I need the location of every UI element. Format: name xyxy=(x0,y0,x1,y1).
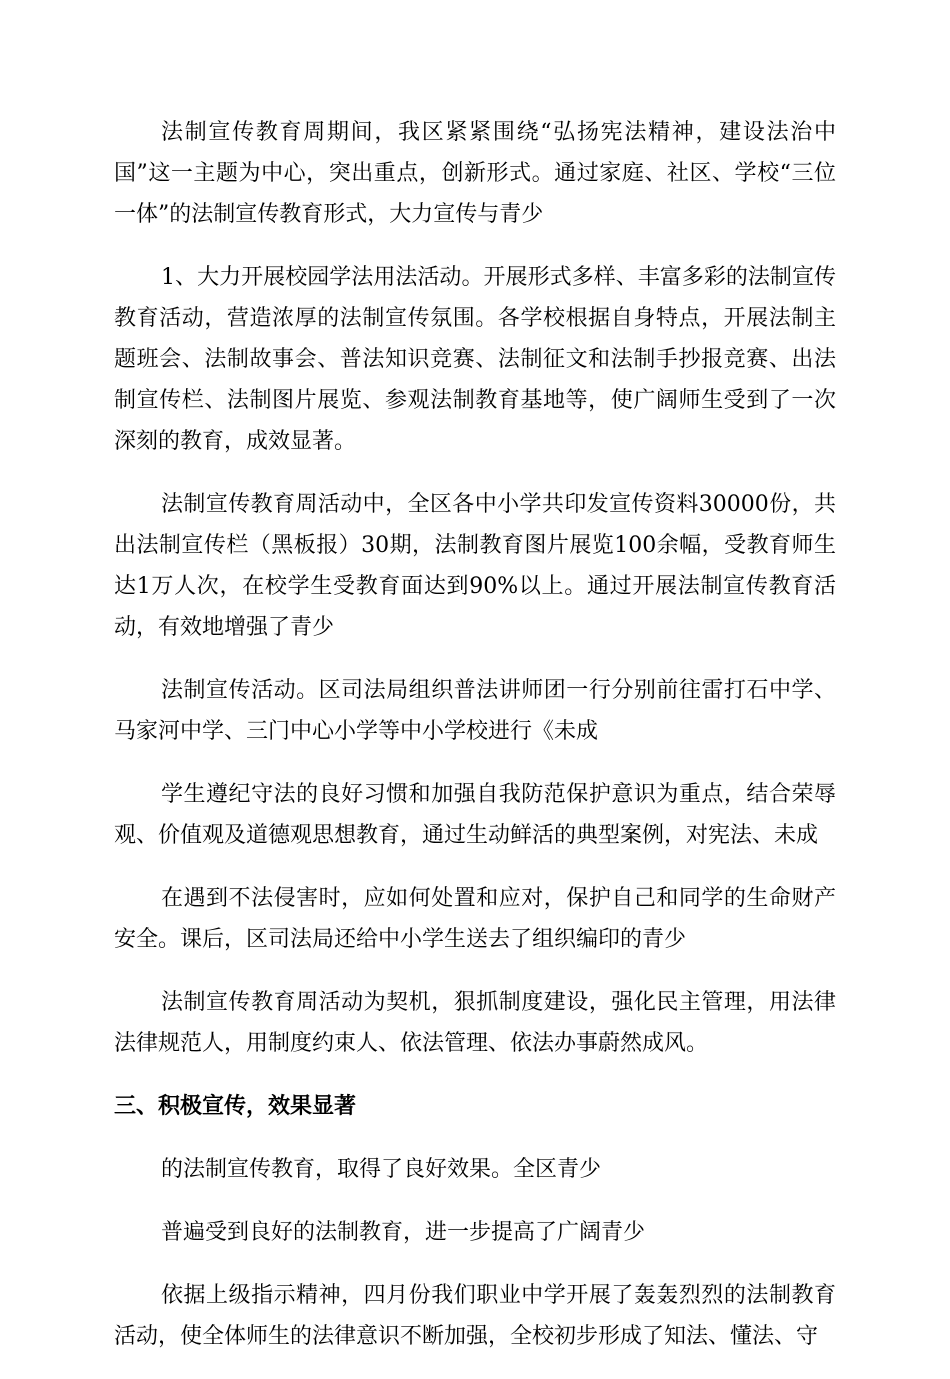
paragraph-vocational-school: 依据上级指示精神，四月份我们职业中学开展了轰轰烈烈的法制教育活动，使全体师生的法律意识不断加强，全校初步形成了知法、懂法、守 xyxy=(114,1283,836,1349)
paragraph-safety: 在遇到不法侵害时，应如何处置和应对，保护自己和同学的生命财产安全。课后，区司法局还给中小学生送去了组织编印的青少 xyxy=(114,886,836,952)
paragraph-lecture-tour: 法制宣传活动。区司法局组织普法讲师团一行分别前往雷打石中学、马家河中学、三门中心小学等中小学校进行《未成 xyxy=(114,678,836,744)
document-body xyxy=(114,112,836,1379)
paragraph-education: 普遍受到良好的法制教育，进一步提高了广阔青少 xyxy=(161,1220,646,1245)
paragraph-campus-activities: 1、大力开展校园学法用法活动。开展形式多样、丰富多彩的法制宣传教育活动，营造浓厚的法制宣传氛围。各学校根据自身特点，开展法制主题班会、法制故事会、普法知识竞赛、法制征文和法制手抄报竞赛、出法制宣传栏、法制图片展览、参观法制教育基地等，使广阔师生受到了一次深刻的教育，成效显著。 xyxy=(114,265,836,454)
paragraph-statistics: 法制宣传教育周活动中，全区各中小学共印发宣传资料30000份，共出法制宣传栏（黑板报）30期，法制教育图片展览100余幅，受教育师生达1万人次，在校学生受教育面达到90%以上。通过开展法制宣传教育活动，有效地增强了青少 xyxy=(114,492,836,640)
paragraph-system-building: 法制宣传教育周活动为契机，狠抓制度建设，强化民主管理，用法律法律规范人，用制度约束人、依法管理、依法办事蔚然成风。 xyxy=(114,990,836,1056)
section-heading: 三、积极宣传，效果显著 xyxy=(114,1094,357,1119)
paragraph-results: 的法制宣传教育，取得了良好效果。全区青少 xyxy=(161,1157,602,1182)
paragraph-habits: 学生遵纪守法的良好习惯和加强自我防范保护意识为重点，结合荣辱观、价值观及道德观思想教育，通过生动鲜活的典型案例，对宪法、未成 xyxy=(114,782,836,848)
paragraph-intro: 法制宣传教育周期间，我区紧紧围绕“弘扬宪法精神，建设法治中国”这一主题为中心，突出重点，创新形式。通过家庭、社区、学校“三位一体”的法制宣传教育形式，大力宣传与青少 xyxy=(114,120,836,227)
